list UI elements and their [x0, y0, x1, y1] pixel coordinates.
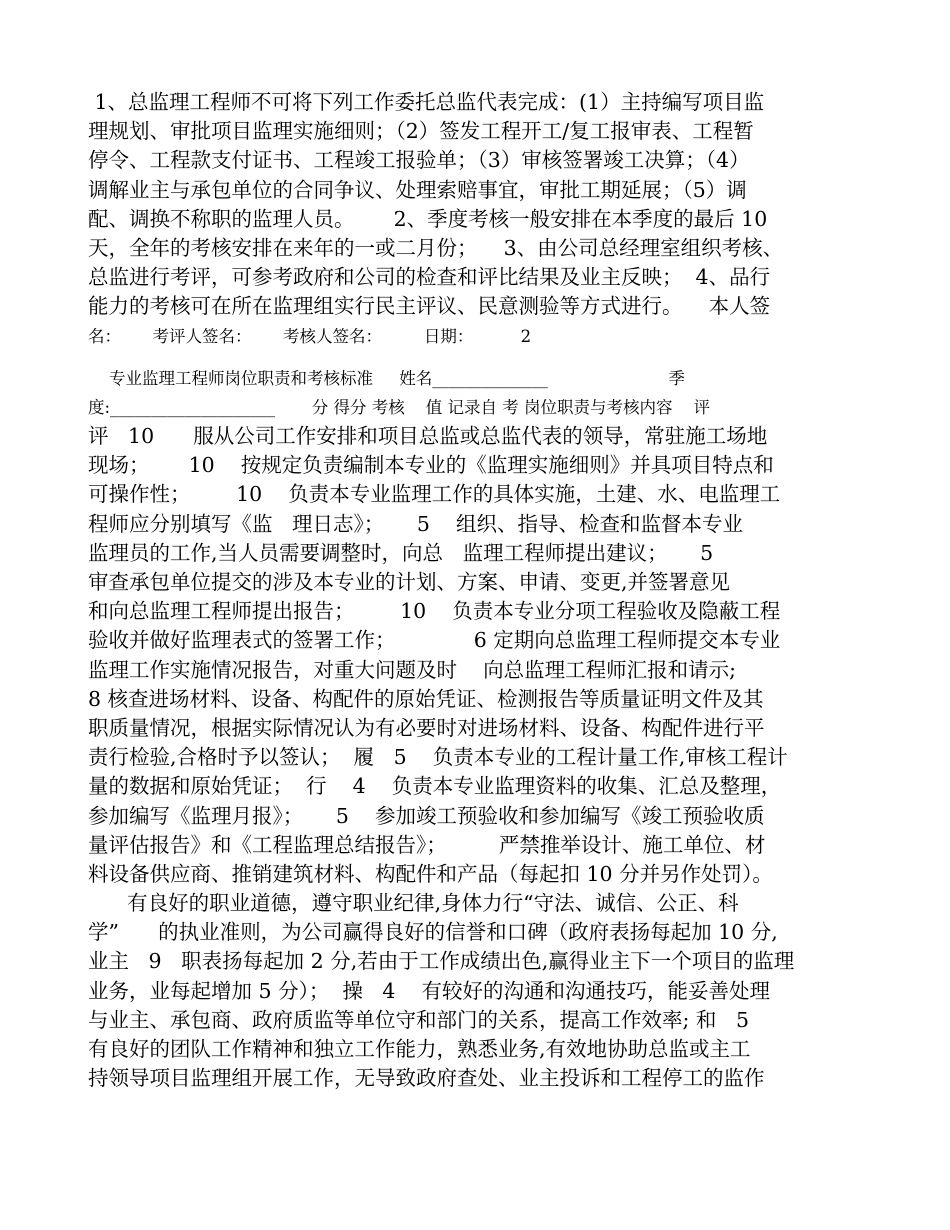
text-line: 持领导项目监理组开展工作，无导致政府查处、业主投诉和工程停工的监作	[88, 1066, 765, 1091]
text-line: 审查承包单位提交的涉及本专业的计划、方案、申请、变更,并签署意见	[88, 570, 731, 594]
text-line: 责行检验,合格时予以签认； 履 5 负责本专业的工程计量工作,审核工程计	[88, 745, 788, 770]
text-line: 总监进行考评，可参考政府和公司的检查和评比结果及业主反映； 4、品行	[88, 265, 771, 290]
text-line: 参加编写《监理月报》； 5 参加竣工预验收和参加编写《竣工预验收质	[88, 803, 765, 828]
text-line: 停令、工程款支付证书、工程竣工报验单；（3）审核签署竣工决算；（4）	[88, 148, 750, 173]
form-columns-line: 度:____________________ 分 得分 考核 值 记录自 考 岗位职责与考核内容 评	[88, 397, 710, 417]
text-line: 与业主、承包商、政府质监等单位守和部门的关系，提高工作效率; 和 5	[88, 1007, 750, 1032]
form-header	[88, 364, 872, 422]
text-line: 业务，业每起增加 5 分）； 操 4 有较好的沟通和沟通技巧，能妥善处理	[88, 978, 771, 1003]
text-line: 天，全年的考核安排在来年的一或二月份； 3、由公司总经理室组织考核、	[88, 235, 784, 260]
text-line: 监理工作实施情况报告，对重大问题及时 向总监理工程师汇报和请示;	[88, 657, 736, 682]
text-line: 调解业主与承包单位的合同争议、处理索赔事宜，审批工期延展；（5）调	[88, 177, 747, 202]
assessment-body	[88, 422, 872, 1093]
text-line: 现场； 10 按规定负责编制本专业的《监理实施细则》并具项目特点和	[88, 453, 774, 478]
text-line: 验收并做好监理表式的签署工作； 6 定期向总监理工程师提交本专业	[88, 628, 781, 653]
text-line: 有良好的团队工作精神和独立工作能力，熟悉业务,有效地协助总监或主工	[88, 1037, 751, 1061]
text-line: 有良好的职业道德，遵守职业纪律,身体力行“守法、诚信、公正、科	[88, 891, 739, 916]
text-line: 业主 9 职表扬每起加 2 分,若由于工作成绩出色,赢得业主下一个项目的监理	[88, 949, 795, 974]
text-line: 理规划、审批项目监理实施细则；（2）签发工程开工/复工报审表、工程暂	[88, 119, 754, 144]
text-line: 料设备供应商、推销建筑材料、构配件和产品（每起扣 10 分并另作处罚）。	[88, 861, 773, 886]
text-line: 评 10 服从公司工作安排和项目总监或总监代表的领导，常驻施工场地	[88, 424, 768, 449]
text-line: 学” 的执业准则，为公司赢得良好的信誉和口碑（政府表扬每起加 10 分,	[88, 920, 778, 945]
text-line: 可操作性； 10 负责本专业监理工作的具体实施，土建、水、电监理工	[88, 482, 781, 507]
text-line: 和向总监理工程师提出报告； 10 负责本专业分项工程验收及隐蔽工程	[88, 599, 781, 624]
text-line: 8 核查进场材料、设备、构配件的原始凭证、检测报告等质量证明文件及其	[88, 686, 764, 711]
text-line: 职质量情况，根据实际情况认为有必要时对进场材料、设备、构配件进行平	[88, 715, 765, 740]
text-line: 量的数据和原始凭证； 行 4 负责本专业监理资料的收集、汇总及整理，	[88, 774, 782, 799]
text-line: 配、调换不称职的监理人员。 2、季度考核一般安排在本季度的最后 10	[88, 206, 768, 231]
text-line: 监理员的工作,当人员需要调整时，向总 监理工程师提出建议； 5	[88, 540, 714, 565]
form-title-line: 专业监理工程师岗位职责和考核标准 姓名______________ 季	[88, 368, 685, 388]
text-line: 量评估报告》和《工程监理总结报告》； 严禁推举设计、施工单位、材	[88, 832, 766, 857]
text-line: 程师应分别填写《监 理日志》； 5 组织、指导、检查和监督本专业	[88, 511, 743, 536]
document-page	[88, 88, 872, 1093]
text-line: 能力的考核可在所在监理组实行民主评议、民意测验等方式进行。 本人签	[88, 294, 771, 319]
responsibilities-paragraph	[88, 88, 872, 351]
signature-line: 名： 考评人签名： 考核人签名： 日期： 2	[88, 326, 532, 346]
text-line: 1、总监理工程师不可将下列工作委托总监代表完成：(1）主持编写项目监	[88, 90, 765, 114]
